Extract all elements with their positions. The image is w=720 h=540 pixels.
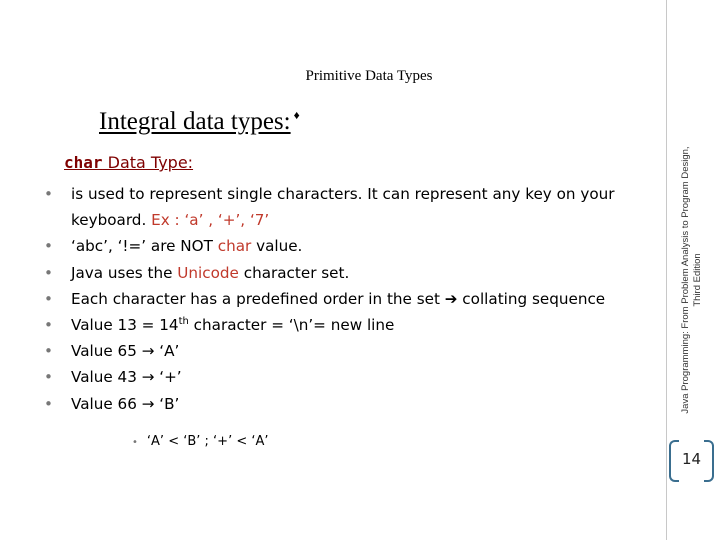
bullet-item	[44, 391, 634, 417]
bullet-text: is used to represent single characters. It can represent any key on your keyboard.	[71, 185, 615, 230]
bullet-text: char	[217, 237, 252, 256]
bullet-text: value.	[251, 237, 303, 256]
bullet-dot: •	[44, 263, 53, 282]
bullet-dot: •	[44, 316, 53, 335]
bullet-dot: •	[44, 185, 53, 203]
bullet-text: Value 66	[71, 394, 142, 413]
bullet-text: Each character has a predefined order in the set	[71, 289, 445, 308]
bullet-dot: •	[44, 368, 53, 387]
bullet-text: th	[178, 315, 189, 327]
bullet-text: Value 13 = 14	[71, 316, 179, 335]
bullet-text: character set.	[238, 263, 350, 282]
diamond-icon: ♦	[293, 108, 300, 122]
bullet-text: Java uses the	[71, 263, 178, 282]
bullet-text: Value 65	[71, 342, 142, 361]
subheading-rest: Data Type:	[102, 153, 194, 172]
bullet-item	[44, 181, 634, 233]
arrow-icon: →	[141, 342, 155, 361]
bullet-list	[44, 181, 634, 417]
sub-bullet-text: ‘A’ < ‘B’ ; ‘+’ < ‘A’	[146, 434, 269, 449]
book-title-vertical	[668, 140, 716, 420]
bullet-text: Value 43	[71, 368, 142, 387]
bullet-item	[44, 364, 634, 390]
bullet-text: ‘B’	[154, 394, 180, 413]
book-title-text: Java Programming: From Problem Analysis to Program Design, Third Edition	[680, 146, 703, 414]
bullet-item	[44, 338, 634, 364]
section-title-text: Integral data types:	[99, 108, 291, 135]
arrow-icon: →	[141, 394, 155, 413]
bullet-text: Unicode	[177, 263, 239, 282]
arrow-icon: →	[141, 368, 155, 387]
page-number-box	[669, 440, 714, 480]
bullet-dot: •	[44, 289, 53, 308]
bullet-text: character = ‘\n’= new line	[188, 316, 395, 335]
bullet-text: ‘+’	[154, 368, 182, 387]
sub-bullet-dot: •	[132, 437, 138, 448]
bullet-item	[44, 233, 634, 259]
slide-header-title: Primitive Data Types	[305, 68, 433, 84]
bullet-text: ‘A’	[154, 342, 180, 361]
sub-bullet	[132, 434, 269, 449]
bullet-dot: •	[44, 342, 53, 361]
char-subheading	[64, 153, 193, 172]
bullet-text: Ex : ‘a’ , ‘+’, ‘7’	[151, 211, 270, 230]
char-keyword: char	[64, 153, 103, 172]
bullet-dot: •	[44, 237, 53, 256]
section-title	[99, 108, 300, 136]
bullet-text: ‘abc’, ‘!=’ are NOT	[71, 237, 218, 256]
arrow-icon: ➔	[444, 289, 458, 308]
bullet-dot: •	[44, 394, 53, 413]
bullet-item	[44, 260, 634, 286]
bullet-item	[44, 312, 634, 338]
bullet-text: collating sequence	[457, 289, 606, 308]
bullet-item	[44, 286, 634, 312]
page-number: 14	[681, 450, 702, 468]
